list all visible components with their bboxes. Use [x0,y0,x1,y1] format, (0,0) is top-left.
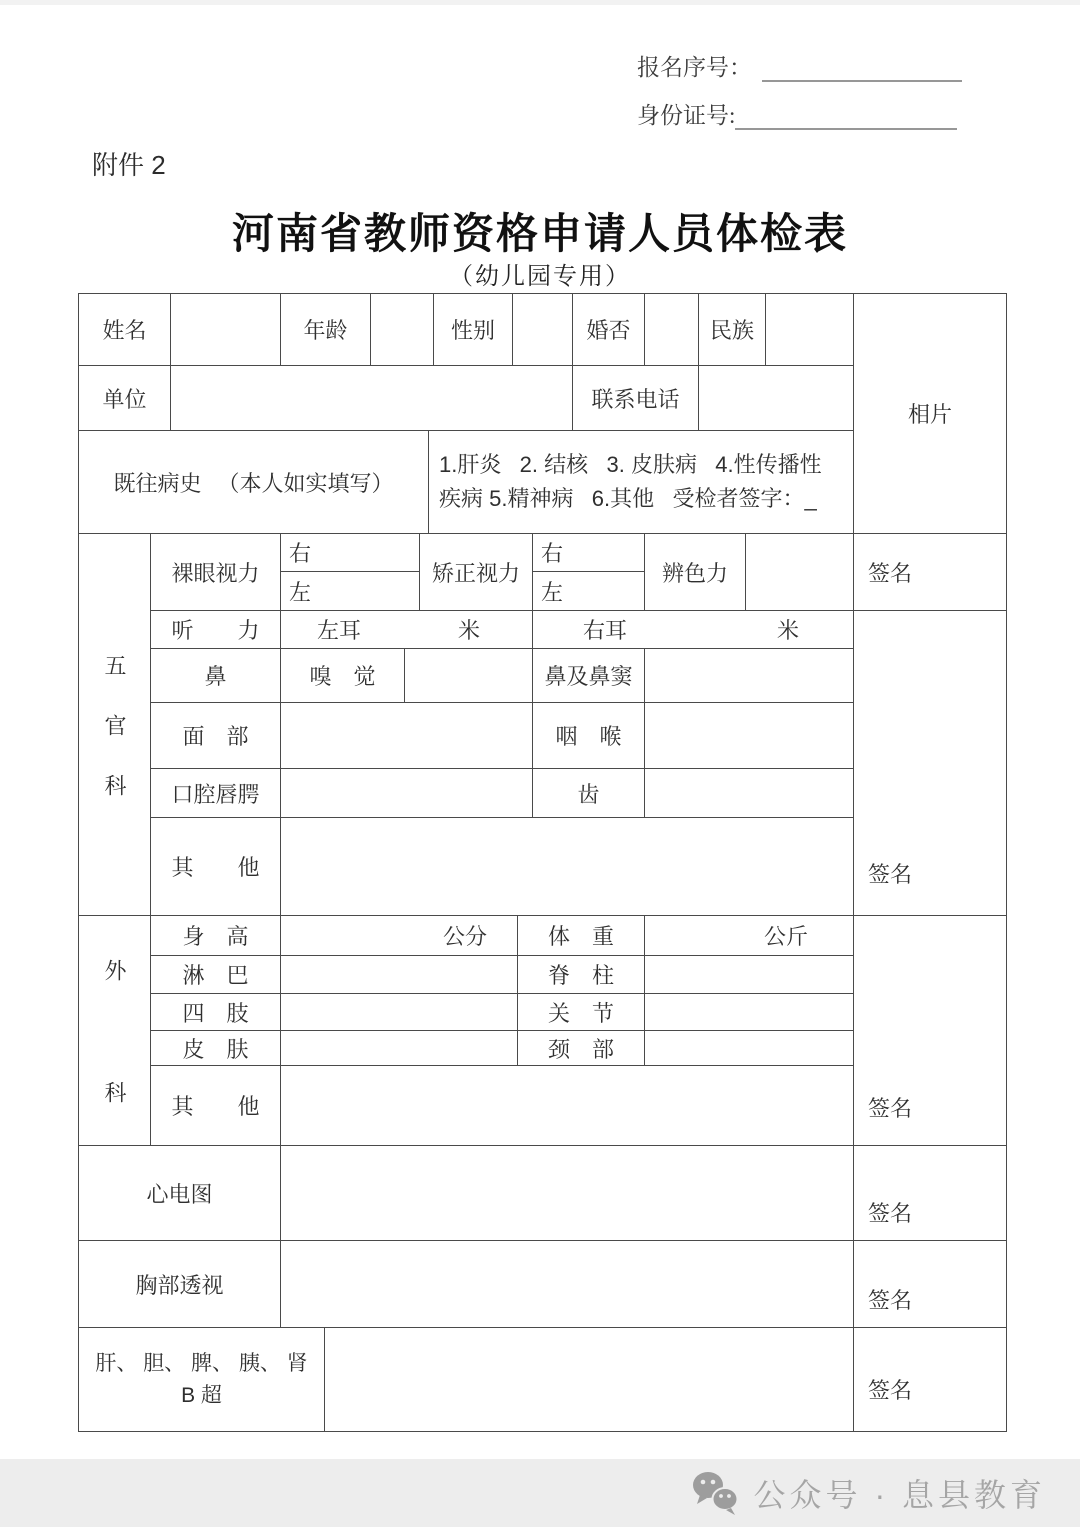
signature-label: 签名 [868,560,913,586]
signature-label: 签名 [868,1288,913,1313]
naked-vision-label: 裸眼视力 [151,534,281,611]
right-ear-label: 右耳 [583,618,628,643]
surgery-other-value-cell [281,1066,854,1146]
form-subtitle: （幼儿园专用） [449,264,631,290]
chest-value-cell [281,1241,854,1328]
name-label: 姓名 [79,294,171,366]
registration-number-blank [762,58,962,82]
weight-label: 体 重 [518,916,645,956]
phone-value-cell [699,366,854,431]
photo-cell [854,294,1006,534]
neck-label: 颈 部 [518,1031,645,1066]
signature-label: 签名 [868,862,913,887]
medical-history-note: （本人如实填写） [217,470,394,496]
gender-label: 性别 [434,294,513,366]
ultrasound-value-cell [325,1328,854,1431]
corrected-vision-values [533,534,645,611]
medical-history-row [79,431,854,534]
skin-label: 皮 肤 [151,1031,281,1066]
oral-label: 口腔唇腭 [151,769,281,818]
skin-value-cell [281,1031,518,1066]
ultrasound-label-cell [79,1328,325,1431]
medical-history-options-line1: 1.肝炎 2. 结核 3. 皮肤病 4.性传播性 [439,451,822,477]
skin-neck-row [151,1031,854,1066]
face-label: 面 部 [151,703,281,769]
id-number-row [637,97,957,130]
ent-other-label: 其 他 [151,818,281,916]
ent-section-label-cell [79,534,151,916]
signature-label: 签名 [868,1378,913,1403]
left-ear-label: 左耳 [317,618,362,643]
limbs-joints-row [151,994,854,1031]
wechat-icon [690,1470,742,1516]
oral-row [151,769,854,818]
medical-history-options-cell [429,431,854,534]
chest-row [79,1241,854,1328]
unit-value-cell [171,366,573,431]
naked-vision-left-label: 左 [289,579,312,605]
unit-label: 单位 [79,366,171,431]
left-ear-cell [281,611,533,649]
medical-history-options-line2: 疾病 5.精神病 6.其他 受检者签字：_ [439,486,817,511]
official-account-text: 公众号 · 息县教育 [753,1477,1046,1513]
lymph-label: 淋 巴 [151,956,281,994]
throat-value-cell [645,703,854,769]
vision-signature-cell [854,534,1006,611]
color-vision-value-cell [746,534,854,611]
throat-label: 咽 喉 [533,703,645,769]
lymph-spine-row [151,956,854,994]
lymph-value-cell [281,956,518,994]
footer-bar [0,1459,1080,1527]
photo-label: 相片 [907,402,952,427]
right-ear-cell [533,611,854,649]
nasal-sinus-value-cell [645,649,854,703]
medical-history-label: 既往病史 [113,470,202,496]
registration-number-row [637,49,962,82]
color-vision-label: 辨色力 [645,534,746,611]
teeth-value-cell [645,769,854,818]
name-value-cell [171,294,281,366]
weight-unit: 公斤 [763,924,808,949]
hearing-row [151,611,854,649]
spine-value-cell [645,956,854,994]
surgery-section-label-cell [79,916,151,1203]
face-value-cell [281,703,533,769]
age-value-cell [371,294,434,366]
ecg-signature-cell [854,1146,1006,1241]
ent-section-label: 五官科 [102,653,127,834]
registration-number-label: 报名序号： [637,55,752,80]
oral-value-cell [281,769,533,818]
attachment-label: 附件 2 [92,150,166,180]
ethnic-value-cell [766,294,854,366]
signature-label: 签名 [868,1201,913,1226]
ent-signature-cell [854,611,1006,916]
limbs-value-cell [281,994,518,1031]
basic-info-row-1 [79,294,854,366]
nasal-sinus-label: 鼻及鼻窦 [533,649,645,703]
smell-value-cell [405,649,533,703]
chest-label: 胸部透视 [79,1241,281,1328]
right-ear-unit: 米 [776,618,799,643]
surgery-other-label: 其 他 [151,1066,281,1146]
marital-value-cell [645,294,699,366]
face-row [151,703,854,769]
joints-label: 关 节 [518,994,645,1031]
surgery-section-label: 外科 [102,958,127,1203]
surgery-signature-cell [854,916,1006,1146]
weight-value-cell [645,916,854,956]
id-number-blank [735,106,957,130]
surgery-rows [151,916,854,1146]
form-main-area [79,294,854,1431]
height-value-cell [281,916,518,956]
ent-other-value-cell [281,818,854,916]
smell-label: 嗅 觉 [281,649,405,703]
corrected-vision-left-label: 左 [541,579,564,605]
neck-value-cell [645,1031,854,1066]
age-label: 年龄 [281,294,371,366]
phone-label: 联系电话 [573,366,699,431]
ultrasound-type-label: B 超 [181,1383,222,1407]
height-weight-row [151,916,854,956]
ent-rows [151,534,854,916]
joints-value-cell [645,994,854,1031]
basic-info-row-2 [79,366,854,431]
ultrasound-signature-cell [854,1328,1006,1431]
ecg-row [79,1146,854,1241]
vision-row [151,534,854,611]
ethnic-label: 民族 [699,294,766,366]
spine-label: 脊 柱 [518,956,645,994]
physical-exam-table [78,293,1007,1432]
nose-label: 鼻 [151,649,281,703]
id-number-label: 身份证号: [637,103,736,128]
marital-label: 婚否 [573,294,645,366]
naked-vision-values [281,534,420,611]
ecg-label: 心电图 [79,1146,281,1241]
surgery-other-row [151,1066,854,1146]
ent-section [79,534,854,916]
teeth-label: 齿 [533,769,645,818]
naked-vision-right-label: 右 [281,534,419,572]
photo-signature-column [854,294,1006,1431]
left-ear-unit: 米 [457,618,480,643]
signature-label: 签名 [868,1096,913,1121]
nose-row [151,649,854,703]
ultrasound-row [79,1328,854,1431]
ent-other-row [151,818,854,916]
ultrasound-organs-label: 肝、 胆、 脾、 胰、 肾 [95,1352,308,1375]
corrected-vision-label: 矫正视力 [420,534,533,611]
height-unit: 公分 [442,924,487,949]
form-title: 河南省教师资格申请人员体检表 [231,212,848,258]
limbs-label: 四 肢 [151,994,281,1031]
chest-signature-cell [854,1241,1006,1328]
height-label: 身 高 [151,916,281,956]
gender-value-cell [513,294,573,366]
medical-history-label-cell [79,431,429,534]
ecg-value-cell [281,1146,854,1241]
hearing-label: 听 力 [151,611,281,649]
corrected-vision-right-label: 右 [533,534,644,572]
